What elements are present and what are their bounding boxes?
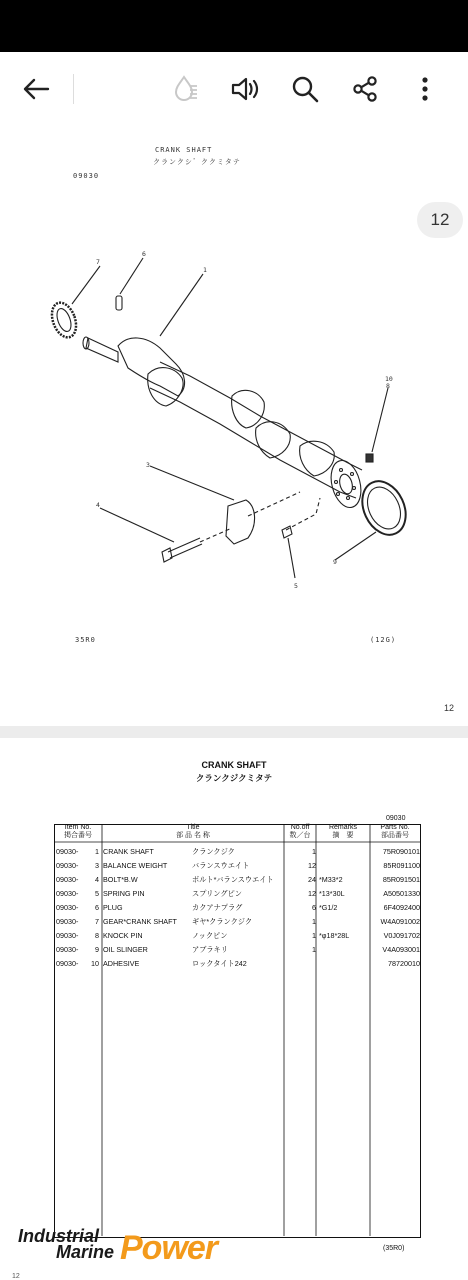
row-name: BOLT*B.W [103, 875, 138, 884]
row-item-no: 4 [95, 875, 99, 884]
row-name-jp: ギヤ*クランクジク [192, 917, 253, 926]
crankshaft-exploded-drawing [0, 126, 468, 726]
svg-text:8: 8 [386, 382, 390, 390]
row-group: 09030- [56, 861, 79, 870]
header-remarks [316, 824, 370, 840]
header-item-jp: 掲合番号 [64, 832, 92, 839]
row-item-no: 5 [95, 889, 99, 898]
document-page-parts-list [0, 738, 468, 1280]
row-name: SPRING PIN [103, 889, 145, 898]
reading-mode-icon[interactable] [166, 70, 204, 108]
header-noof-en: No.off [290, 824, 310, 831]
row-parts-no: 78720010 [388, 959, 420, 968]
row-name: BALANCE WEIGHT [103, 861, 168, 870]
row-name-jp: ノックピン [192, 931, 228, 940]
share-icon[interactable] [346, 70, 384, 108]
row-remarks: *13*30L [319, 889, 345, 898]
logo-text-marine: Marine [56, 1242, 115, 1262]
row-group: 09030- [56, 945, 79, 954]
page-indicator-badge: 12 [417, 202, 463, 238]
logo-text-power: Power [120, 1229, 218, 1267]
table-row [54, 847, 420, 859]
speaker-icon[interactable] [226, 70, 264, 108]
svg-text:3: 3 [146, 461, 150, 469]
document-page-drawing [0, 126, 468, 726]
row-item-no: 10 [91, 959, 99, 968]
row-parts-no: 85R091100 [383, 861, 420, 870]
drawing-title-jp: クランクシ゛ククミタテ [153, 158, 241, 166]
watermark-logo [18, 1228, 238, 1272]
row-item-no: 7 [95, 917, 99, 926]
header-remarks-jp: 摘 要 [332, 832, 354, 839]
row-parts-no: V4A093001 [382, 945, 420, 954]
drawing-footer-right: (12G) [370, 636, 397, 644]
row-parts-no: 75R090101 [382, 847, 420, 856]
row-name-jp: カクアナプラグ [192, 903, 243, 912]
header-title [102, 824, 284, 840]
table-row [54, 903, 420, 915]
row-group: 09030- [56, 917, 79, 926]
svg-text:9: 9 [333, 558, 337, 566]
row-remarks: *M33*2 [319, 875, 343, 884]
row-qty: 1 [312, 945, 316, 954]
header-parts-en: Parts No. [380, 824, 410, 831]
row-item-no: 6 [95, 903, 99, 912]
drawing-section-code: 09030 [73, 172, 100, 180]
svg-text:1: 1 [203, 266, 207, 274]
drawing-footer-left: 35R0 [75, 636, 96, 644]
header-title-jp: 部 品 名 称 [176, 832, 210, 839]
row-qty: 24 [308, 875, 316, 884]
table-row [54, 875, 420, 887]
parts-table-rules [0, 738, 468, 1280]
page-number: 12 [444, 703, 455, 713]
header-parts-jp: 部品番号 [381, 832, 409, 839]
parts-title-jp: クランクジクミタテ [195, 773, 273, 783]
header-item-no [54, 824, 102, 840]
row-name-jp: クランクジク [192, 847, 235, 856]
row-name-jp: ボルト*バランスウエイト [192, 875, 274, 884]
svg-text:5: 5 [294, 582, 298, 590]
row-parts-no: V0J091702 [383, 931, 420, 940]
row-item-no: 8 [95, 931, 99, 940]
row-item-no: 9 [95, 945, 99, 954]
row-parts-no: 6F4092400 [383, 903, 420, 912]
row-name: CRANK SHAFT [103, 847, 154, 856]
row-name-jp: ロックタイト242 [192, 959, 247, 968]
svg-text:6: 6 [142, 250, 146, 258]
parts-section-code: 09030 [386, 815, 406, 822]
row-qty: 6 [312, 903, 316, 912]
row-qty: 12 [308, 889, 316, 898]
search-icon[interactable] [286, 70, 324, 108]
row-parts-no: 85R091501 [382, 875, 420, 884]
svg-text:10: 10 [385, 375, 393, 383]
header-item-en: Item No. [64, 824, 92, 831]
row-qty: 1 [312, 931, 316, 940]
row-qty: 1 [312, 917, 316, 926]
row-remarks: *φ18*28L [319, 931, 350, 940]
parts-footer: (35R0) [383, 1245, 405, 1252]
row-item-no: 3 [95, 861, 99, 870]
row-name: ADHESIVE [103, 959, 140, 968]
table-row [54, 959, 420, 971]
header-remarks-en: Remarks [328, 824, 357, 831]
row-remarks: *G1/2 [319, 903, 338, 912]
row-group: 09030- [56, 931, 79, 940]
table-row [54, 889, 420, 901]
bottom-page-number: 12 [12, 1273, 20, 1280]
row-qty: 1 [312, 847, 316, 856]
toolbar-divider [73, 74, 74, 104]
row-qty: 12 [308, 861, 316, 870]
row-group: 09030- [56, 903, 79, 912]
row-name-jp: バランスウエイト [192, 861, 250, 870]
table-row [54, 945, 420, 957]
header-no-off [284, 824, 316, 840]
table-row [54, 931, 420, 943]
row-group: 09030- [56, 847, 79, 856]
header-noof-jp: 数／台 [289, 832, 311, 839]
header-title-en: Title [186, 824, 200, 831]
back-arrow-icon[interactable] [17, 70, 55, 108]
status-bar [0, 0, 468, 52]
page-separator [0, 726, 468, 738]
row-name: OIL SLINGER [103, 945, 148, 954]
row-name-jp: アブラキリ [192, 945, 228, 954]
table-row [54, 861, 420, 873]
svg-text:4: 4 [96, 501, 100, 509]
row-name: KNOCK PIN [103, 931, 143, 940]
svg-text:7: 7 [96, 258, 100, 266]
row-name-jp: スプリングピン [192, 889, 242, 898]
row-item-no: 1 [95, 847, 99, 856]
row-group: 09030- [56, 959, 79, 968]
row-name: GEAR*CRANK SHAFT [103, 917, 177, 926]
row-group: 09030- [56, 875, 79, 884]
logo-text-industrial: Industrial [18, 1226, 100, 1246]
viewer-toolbar [0, 52, 468, 127]
row-group: 09030- [56, 889, 79, 898]
table-row [54, 917, 420, 929]
more-vert-icon[interactable] [406, 70, 444, 108]
row-parts-no: W4A091002 [380, 917, 420, 926]
drawing-title-en: CRANK SHAFT [155, 146, 213, 154]
row-name: PLUG [103, 903, 123, 912]
parts-title-en: CRANK SHAFT [201, 760, 267, 770]
row-parts-no: A50501330 [383, 889, 420, 898]
header-parts-no [370, 824, 420, 840]
